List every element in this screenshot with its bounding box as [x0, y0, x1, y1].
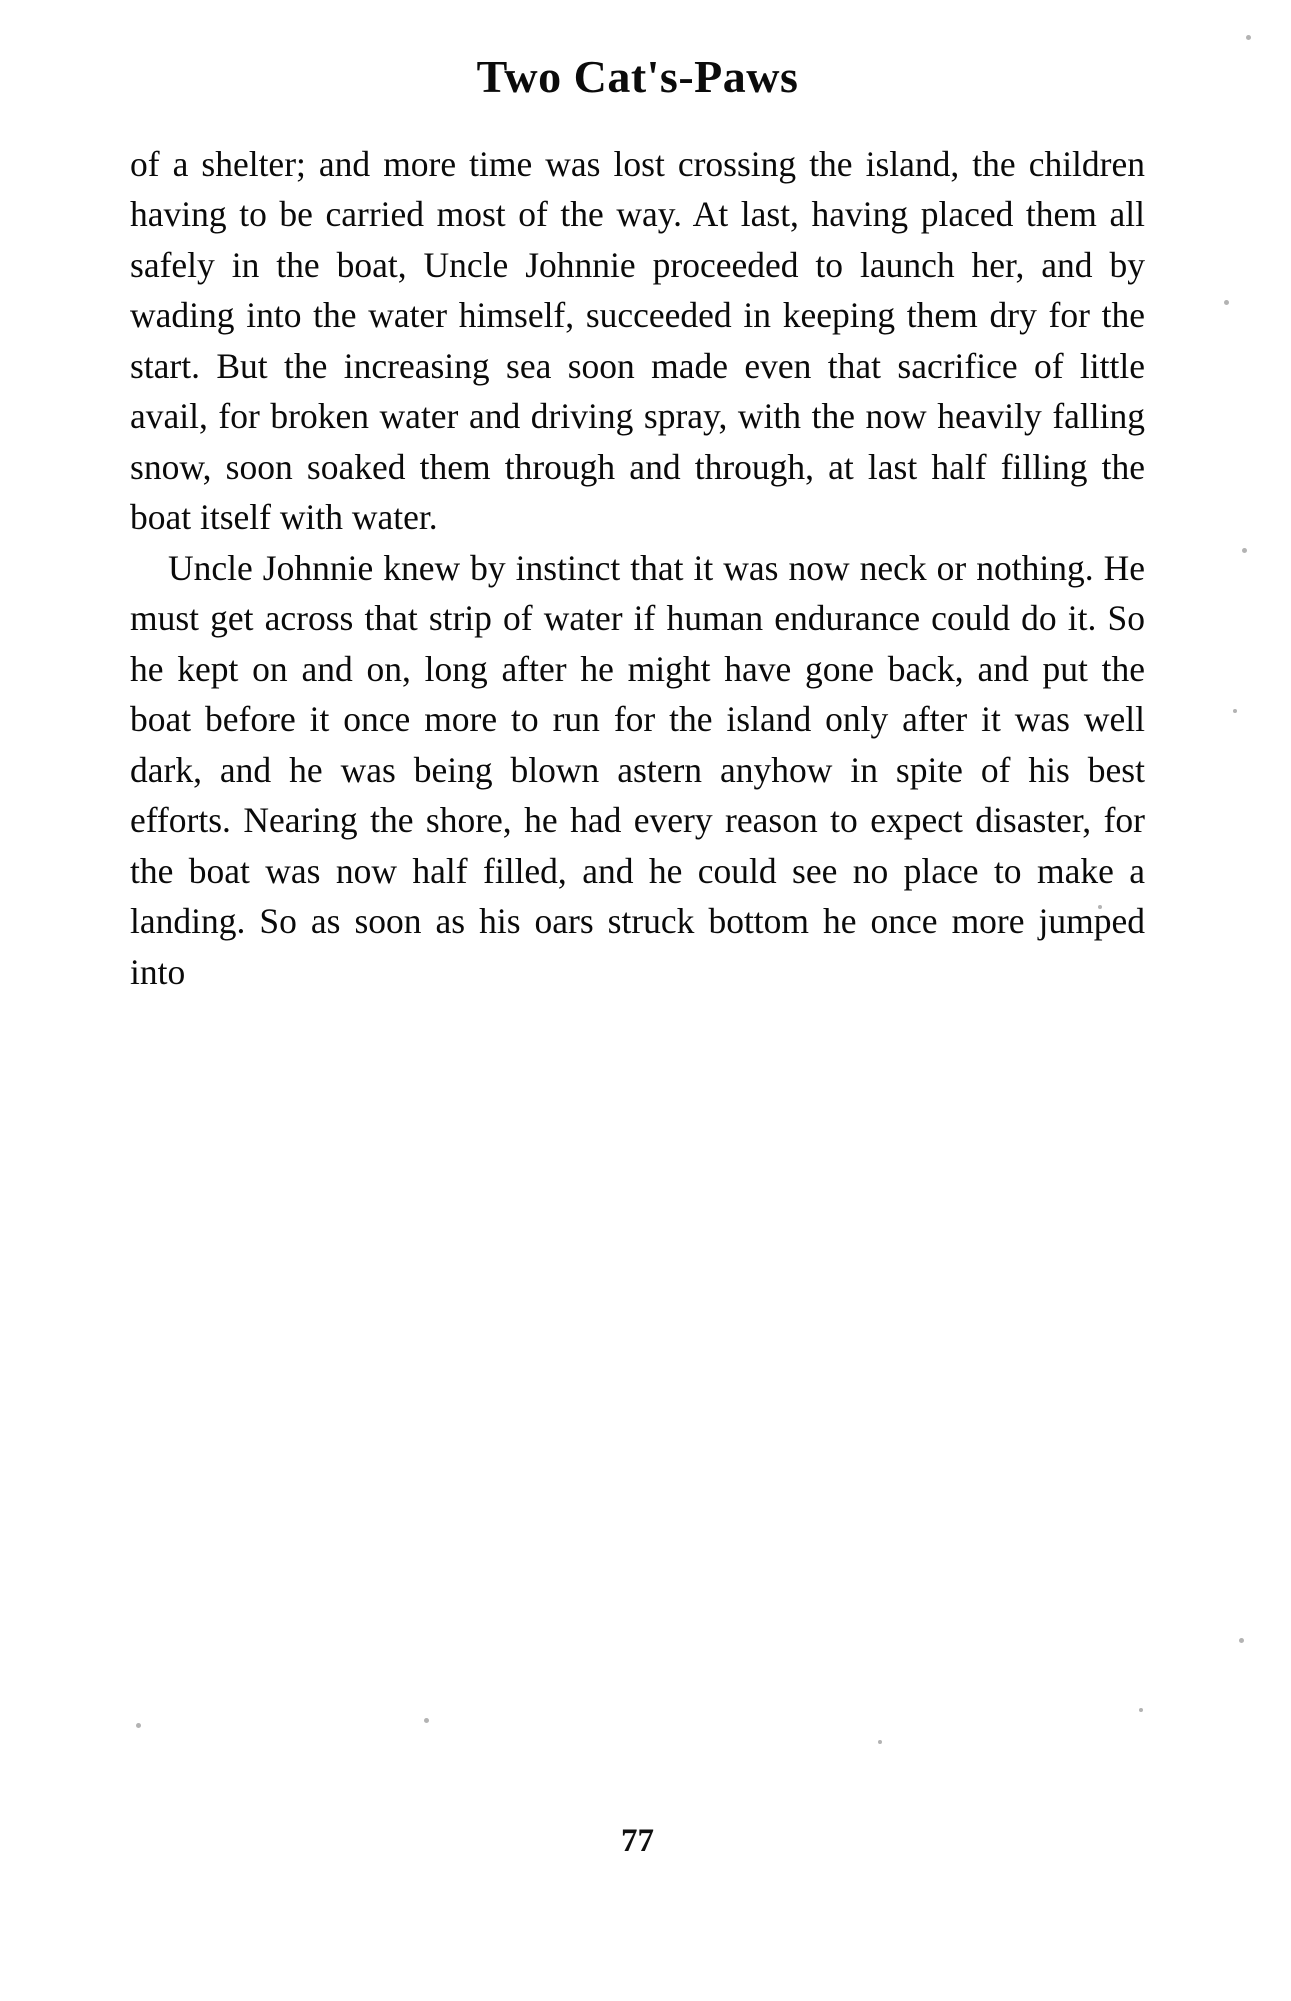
- scan-speck: [1224, 300, 1229, 305]
- scan-speck: [1246, 35, 1251, 40]
- scan-speck: [1233, 709, 1237, 713]
- page-title: Two Cat's-Paws: [476, 51, 799, 102]
- scan-speck: [1242, 548, 1247, 553]
- page-number: 77: [621, 1823, 654, 1859]
- paragraph-1: of a shelter; and more time was lost crossing the island, the children having to be carried most of the way. At last, having placed them all safely in the boat, Uncle Johnnie proceeded to launch her, and by wading into the water himself, succeeded in keeping them dry for the start. But the increasing sea soon made even that sacrifice of little avail, for broken water and driving spray, with the now heavily falling snow, soon soaked them through and through, at last half filling the boat itself with water.: [130, 143, 1145, 538]
- body-text: [130, 139, 1145, 998]
- page-content: [130, 51, 1145, 1859]
- scan-speck: [1239, 1638, 1244, 1643]
- paragraph-2: Uncle Johnnie knew by instinct that it was now neck or nothing. He must get across that strip of water if human endurance could do it. So he kept on and on, long after he might have gone back, and put the boat before it once more to run for the island only after it was well dark, and he was being blown astern anyhow in spite of his best efforts. Nearing the shore, he had every reason to expect disaster, for the boat was now half filled, and he could see no place to make a landing. So as soon as his oars struck bottom he once more jumped into: [130, 547, 1145, 992]
